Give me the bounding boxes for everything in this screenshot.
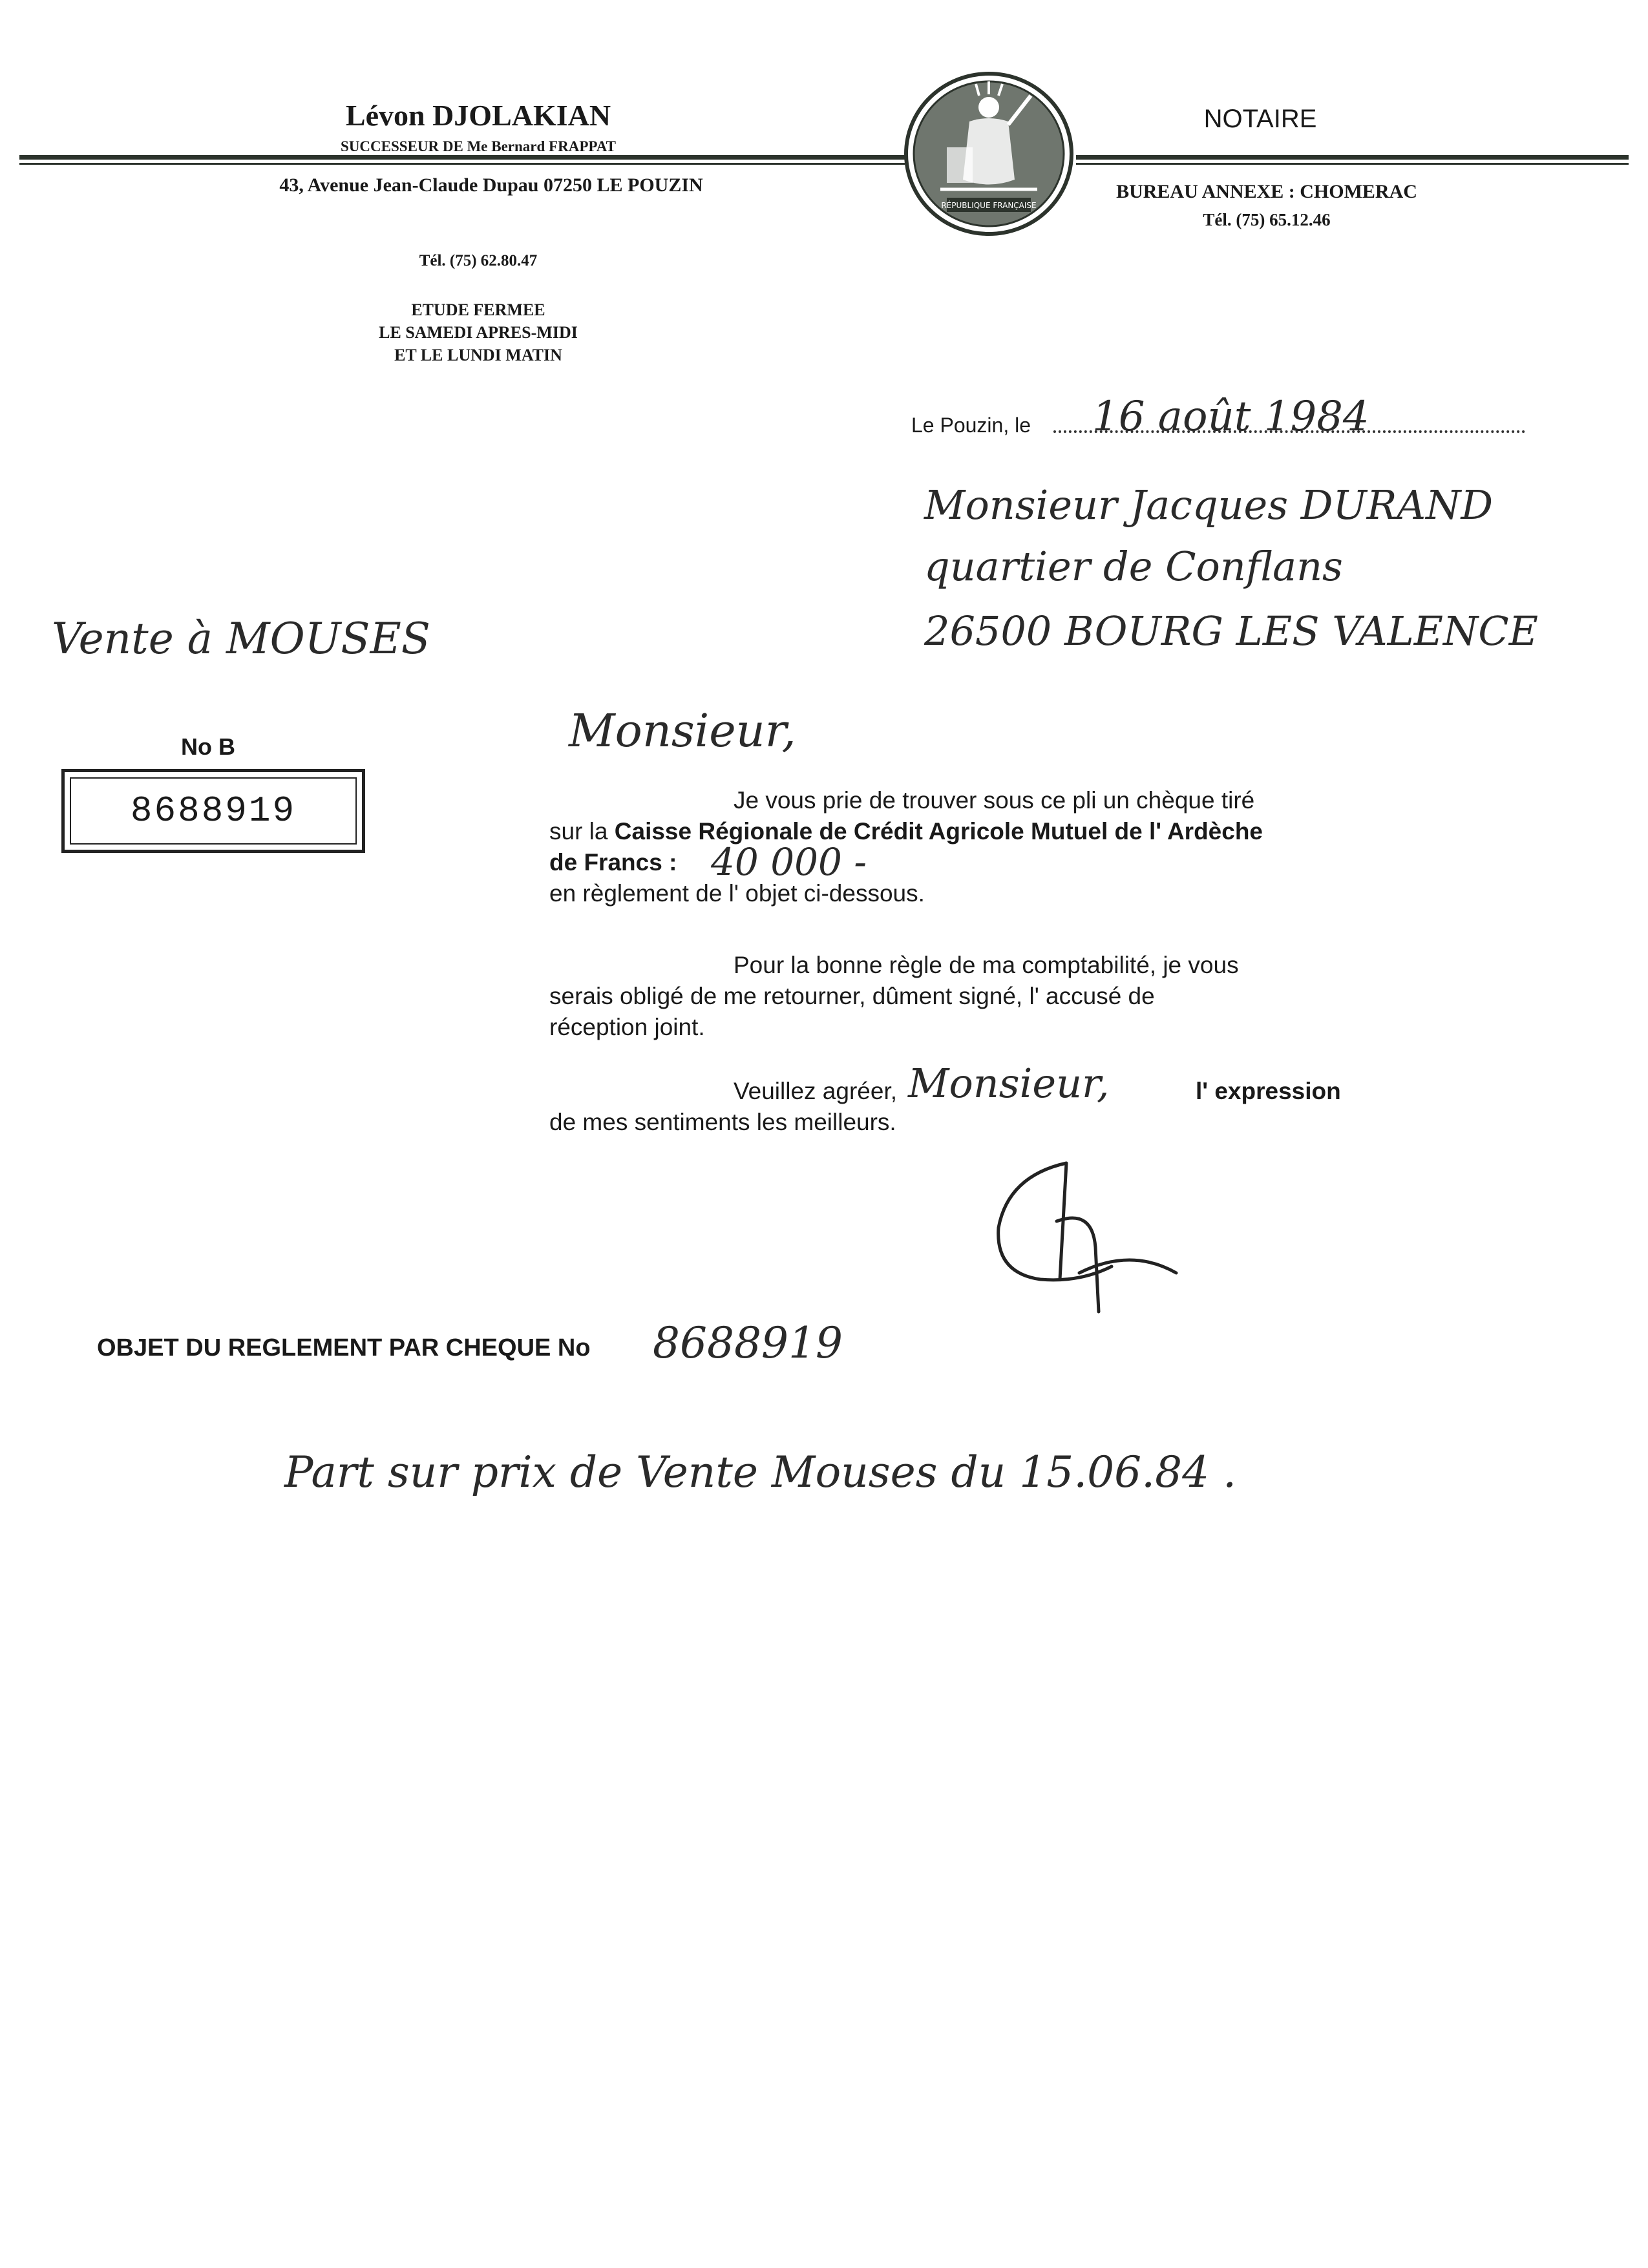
office-hours (284, 299, 672, 366)
office-phone: Tél. (75) 62.80.47 (419, 252, 538, 269)
recipient-line: quartier de Conflans (924, 543, 1343, 590)
date-handwritten: 16 août 1984 (1092, 393, 1369, 441)
annex-office: BUREAU ANNEXE : CHOMERAC (1116, 181, 1417, 202)
bank-prefix: sur la (549, 818, 615, 845)
recipient-line: 26500 BOURG LES VALENCE (924, 607, 1538, 655)
header-rule-bottom-right (1076, 163, 1629, 165)
objet-cheque-number: 8688919 (653, 1318, 843, 1368)
francs-label: de Francs : (549, 849, 677, 876)
objet-label: OBJET DU REGLEMENT PAR CHEQUE No (97, 1334, 591, 1361)
paragraph-1-line-3 (549, 847, 677, 878)
office-hours-line: ET LE LUNDI MATIN (394, 346, 562, 364)
objet-description: Part sur prix de Vente Mouses du 15.06.84 . (284, 1447, 1237, 1497)
signature-icon (982, 1150, 1189, 1318)
office-hours-line: ETUDE FERMEE (411, 300, 545, 319)
closing-handwritten: Monsieur, (908, 1060, 1110, 1107)
office-hours-line: LE SAMEDI APRES-MIDI (379, 323, 578, 342)
annex-phone: Tél. (75) 65.12.46 (1203, 210, 1331, 229)
amount-handwritten: 40 000 - (711, 840, 867, 884)
date-label: Le Pouzin, le (911, 414, 1031, 437)
notaire-title: NOTAIRE (1203, 105, 1317, 133)
paragraph-2-line-1: Pour la bonne règle de ma comptabilité, je vous (734, 952, 1239, 978)
paragraph-1-line-4: en règlement de l' objet ci-dessous. (549, 880, 925, 907)
bank-name: Caisse Régionale de Crédit Agricole Mutuel de l' Ardèche (614, 818, 1263, 845)
side-reference: Vente à MOUSES (52, 614, 430, 664)
header-rule-top (19, 155, 905, 160)
closing-prefix: Veuillez agréer, (734, 1078, 898, 1104)
notary-name: Lévon DJOLAKIAN (345, 99, 611, 132)
cheque-box-label: No B (181, 733, 235, 760)
cheque-number: 8688919 (70, 777, 357, 845)
paragraph-1-line-1: Je vous prie de trouver sous ce pli un chèque tiré (734, 787, 1255, 814)
cheque-number-box (61, 769, 365, 853)
paragraph-2-line-2: serais obligé de me retourner, dûment signé, l' accusé de (549, 983, 1155, 1009)
header-rule-top-right (1076, 155, 1629, 160)
header-rule-bottom (19, 163, 905, 165)
paragraph-1-line-2 (549, 816, 1263, 847)
recipient-line: Monsieur Jacques DURAND (924, 481, 1494, 529)
office-address: 43, Avenue Jean-Claude Dupau 07250 LE POUZIN (279, 174, 703, 196)
republic-seal-icon (902, 70, 1076, 238)
closing-suffix: l' expression (1196, 1078, 1341, 1104)
paragraph-2-line-3: réception joint. (549, 1014, 705, 1040)
successor-line: SUCCESSEUR DE Me Bernard FRAPPAT (341, 138, 616, 154)
closing-line-2: de mes sentiments les meilleurs. (549, 1109, 896, 1135)
seal-text: RÉPUBLIQUE FRANÇAISE (941, 201, 1037, 210)
salutation: Monsieur, (569, 704, 796, 757)
